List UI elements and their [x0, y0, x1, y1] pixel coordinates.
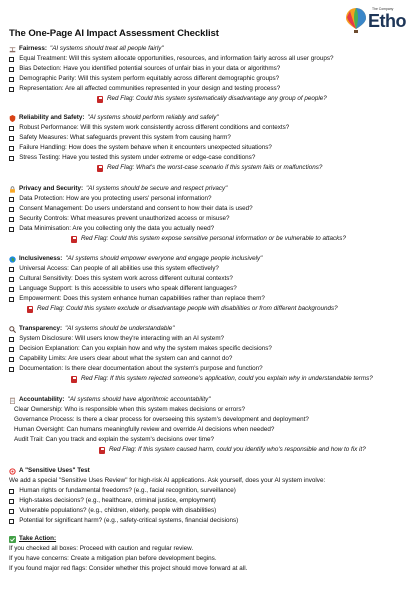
item-text: Human rights or fundamental freedoms? (e.g., facial recognition, surveillance) [19, 487, 236, 495]
section-heading [9, 113, 394, 123]
checklist-item [9, 294, 394, 304]
section-transparency [9, 324, 394, 385]
red-flag-text: Red Flag: Could this system exclude or disadvantage people with disabilities or from different backgrounds? [37, 305, 338, 313]
checkbox[interactable] [9, 57, 14, 62]
section-title: Transparency: [19, 325, 63, 332]
checkbox[interactable] [9, 499, 14, 504]
checkbox[interactable] [9, 489, 14, 494]
checkbox[interactable] [9, 77, 14, 82]
section-inclusiveness [9, 254, 394, 315]
checklist-item [9, 496, 394, 506]
checklist-item [9, 153, 394, 163]
red-flag-icon [71, 236, 77, 243]
checklist-item [9, 54, 394, 64]
checkbox[interactable] [9, 207, 14, 212]
item-text: Failure Handling: How does the system behave when it encounters unexpected situations? [19, 144, 272, 152]
logo-subtext: The Company [372, 7, 394, 11]
check-mark-icon [9, 536, 16, 543]
item-text: Potential for significant harm? (e.g., safety-critical systems, financial decisions) [19, 517, 239, 525]
section-heading [9, 395, 394, 405]
section-tagline: "AI systems should have algorithmic accountability" [67, 396, 211, 403]
section-title: Fairness: [19, 45, 47, 52]
section-heading [9, 254, 394, 264]
item-text: Robust Performance: Will this system work consistently across different conditions and contexts? [19, 124, 290, 132]
checklist-item [9, 74, 394, 84]
section-title: Reliability and Safety: [19, 114, 85, 121]
section-accountability [9, 395, 394, 456]
item-text: Universal Access: Can people of all abilities use this system effectively? [19, 265, 219, 273]
section-title: Inclusiveness: [19, 255, 63, 262]
section-sensitive-uses [9, 466, 394, 527]
item-text: Data Protection: How are you protecting users' personal information? [19, 195, 212, 203]
checkbox[interactable] [9, 277, 14, 282]
red-flag-icon [27, 306, 33, 313]
checklist-item: Human Oversight: Can humans meaningfully review and override AI decisions when needed? [14, 426, 275, 434]
section-heading [9, 184, 394, 194]
checkbox[interactable] [9, 227, 14, 232]
checklist-item [9, 264, 394, 274]
red-flag-icon [97, 96, 103, 103]
section-title: Privacy and Security: [19, 185, 84, 192]
checklist-item [9, 516, 394, 526]
checkbox[interactable] [9, 297, 14, 302]
item-text: Decision Explanation: Can you explain how and why the system makes specific decisions? [19, 345, 272, 353]
section-tagline: "AI systems should be understandable" [65, 325, 175, 332]
item-text: Demographic Parity: Will this system perform equitably across different demographic groups? [19, 75, 280, 83]
item-text: High-stakes decisions? (e.g., healthcare, criminal justice, employment) [19, 497, 216, 505]
checklist-item [9, 143, 394, 153]
section-heading [9, 466, 394, 476]
checkbox[interactable] [9, 156, 14, 161]
section-title: Take Action: [19, 535, 57, 542]
sensitive-intro: We add a special "Sensitive Uses Review" for high-risk AI applications. Ask yourself, does your AI system involve: [9, 477, 326, 485]
item-text: Safety Measures: What safeguards prevent this system from causing harm? [19, 134, 231, 142]
lock-icon [9, 186, 16, 193]
balloon-logo-icon [346, 8, 366, 34]
section-fairness [9, 44, 394, 105]
checklist-item: Governance Process: Is there a clear process for overseeing this system's development and deployment? [14, 416, 309, 424]
item-text: Documentation: Is there clear documentation about the system's purpose and function? [19, 365, 263, 373]
item-text: System Disclosure: Will users know they're interacting with an AI system? [19, 335, 225, 343]
red-flag-text: Red Flag: If this system rejected someone's application, could you explain why in understandable terms? [81, 375, 373, 383]
section-title: Accountability: [19, 396, 65, 403]
red-flag [9, 445, 394, 455]
checkbox[interactable] [9, 126, 14, 131]
checklist-item [9, 224, 394, 234]
section-privacy [9, 184, 394, 245]
checkbox[interactable] [9, 347, 14, 352]
checklist-item [9, 204, 394, 214]
item-text: Stress Testing: Have you tested this system under extreme or edge-case conditions? [19, 154, 256, 162]
red-flag-text: Red Flag: Could this system expose sensitive personal information or be vulnerable to attacks? [81, 235, 346, 243]
magnifier-icon [9, 326, 16, 333]
checklist-item: Audit Trail: Can you track and explain the system's decisions over time? [14, 436, 214, 444]
checkbox[interactable] [9, 367, 14, 372]
red-flag-text: Red Flag: What's the worst-case scenario if this system fails or malfunctions? [107, 164, 323, 172]
item-text: Empowerment: Does this system enhance human capabilities rather than replace them? [19, 295, 265, 303]
item-text: Consent Management: Do users understand and consent to how their data is used? [19, 205, 253, 213]
action-line: If you checked all boxes: Proceed with caution and regular review. [9, 545, 194, 553]
clipboard-icon [9, 397, 16, 404]
checkbox[interactable] [9, 337, 14, 342]
checkbox[interactable] [9, 146, 14, 151]
action-line: If you have concerns: Create a mitigation plan before development begins. [9, 555, 217, 563]
checklist-item [9, 506, 394, 516]
red-flag [9, 94, 394, 104]
checklist-item: Clear Ownership: Who is responsible when this system makes decisions or errors? [14, 406, 245, 414]
checkbox[interactable] [9, 67, 14, 72]
section-heading [9, 534, 394, 544]
red-flag-icon [71, 376, 77, 383]
item-text: Cultural Sensitivity: Does this system work across different cultural contexts? [19, 275, 233, 283]
item-text: Bias Detection: Have you identified potential sources of unfair bias in your data or algorithms? [19, 65, 281, 73]
checkbox[interactable] [9, 287, 14, 292]
red-flag-icon [97, 165, 103, 172]
checklist-item [9, 284, 394, 294]
checklist-item [9, 344, 394, 354]
red-flag-icon [99, 447, 105, 454]
checklist-item [9, 486, 394, 496]
checklist-item [9, 214, 394, 224]
item-text: Capability Limits: Are users clear about what the system can and cannot do? [19, 355, 233, 363]
item-text: Language Support: Is this accessible to users who speak different languages? [19, 285, 237, 293]
company-logo [342, 2, 406, 36]
section-tagline: "AI systems should be secure and respect privacy" [86, 185, 228, 192]
checklist-item [9, 354, 394, 364]
checkbox[interactable] [9, 136, 14, 141]
page-title: The One-Page AI Impact Assessment Checklist [9, 28, 219, 39]
section-heading [9, 44, 394, 54]
action-line: If you found major red flags: Consider whether this project should move forward at all. [9, 565, 248, 573]
checkbox[interactable] [9, 267, 14, 272]
section-heading [9, 324, 394, 334]
checklist-item [9, 123, 394, 133]
checkbox[interactable] [9, 519, 14, 524]
checklist-item [9, 364, 394, 374]
checkbox[interactable] [9, 217, 14, 222]
red-flag [9, 374, 394, 384]
red-flag [9, 234, 394, 244]
item-text: Vulnerable populations? (e.g., children, elderly, people with disabilities) [19, 507, 217, 515]
globe-icon [9, 256, 16, 263]
section-tagline: "AI systems should perform reliably and safely" [87, 114, 219, 121]
checklist-item [9, 194, 394, 204]
red-flag-text: Red Flag: If this system caused harm, could you identify who's responsible and how to fix it? [109, 446, 366, 454]
section-tagline: "AI systems should treat all people fairly" [50, 45, 164, 52]
logo-wordmark: Etho [368, 11, 406, 31]
red-flag [9, 304, 394, 314]
red-flag-text: Red Flag: Could this system systematically disadvantage any group of people? [107, 95, 327, 103]
item-text: Representation: Are all affected communities represented in your design and testing process? [19, 85, 281, 93]
checkbox[interactable] [9, 197, 14, 202]
target-icon [9, 468, 16, 475]
checklist-item [9, 274, 394, 284]
checkbox[interactable] [9, 357, 14, 362]
checkbox[interactable] [9, 509, 14, 514]
checklist-item [9, 334, 394, 344]
section-take-action [9, 534, 394, 574]
item-text: Data Minimisation: Are you collecting only the data you actually need? [19, 225, 215, 233]
scale-icon [9, 46, 16, 53]
shield-icon [9, 115, 16, 122]
checkbox[interactable] [9, 87, 14, 92]
item-text: Security Controls: What measures prevent unauthorized access or misuse? [19, 215, 230, 223]
checklist-item [9, 133, 394, 143]
section-title: A "Sensitive Uses" Test [19, 467, 90, 474]
section-tagline: "AI systems should empower everyone and engage people inclusively" [65, 255, 263, 262]
item-text: Equal Treatment: Will this system allocate opportunities, resources, and information fairly across all user groups? [19, 55, 334, 63]
checklist-item [9, 64, 394, 74]
red-flag [9, 163, 394, 173]
checklist-item [9, 84, 394, 94]
section-reliability [9, 113, 394, 174]
